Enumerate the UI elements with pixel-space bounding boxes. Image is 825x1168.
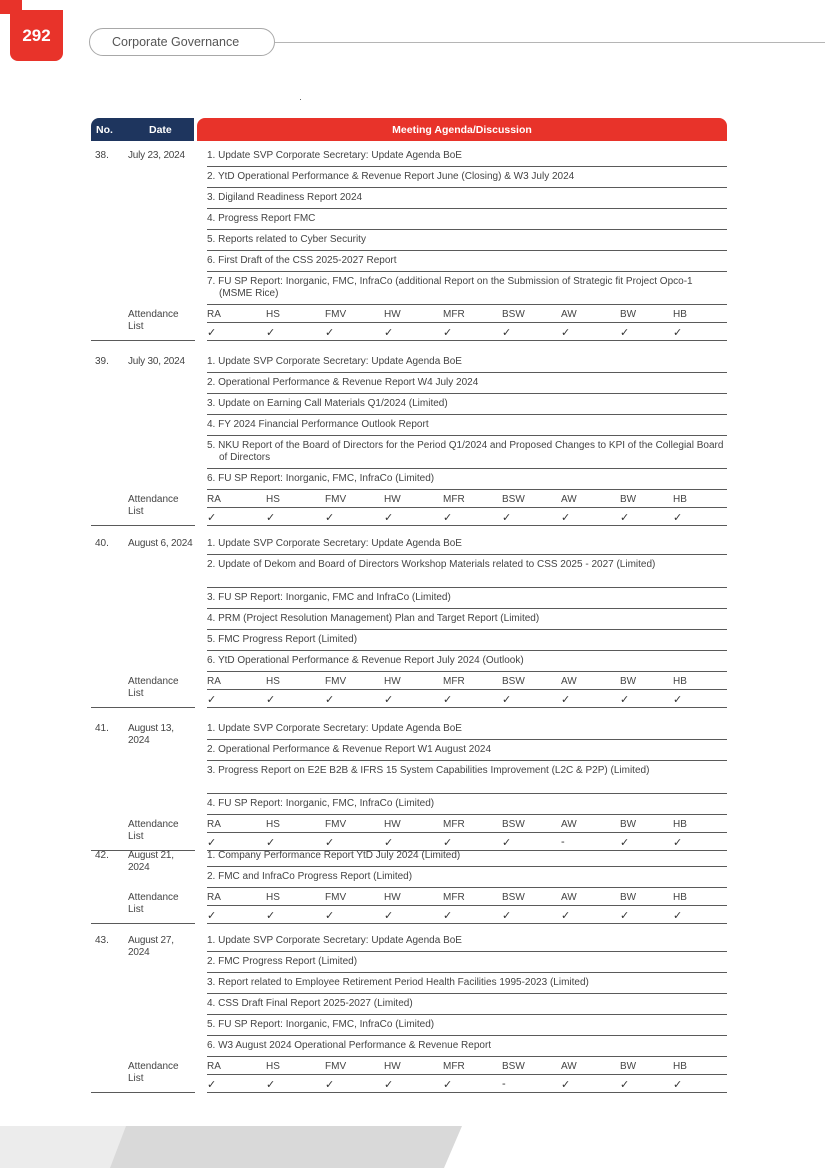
- check-mark-icon: ✓: [561, 910, 571, 922]
- agenda-item: 1. Update SVP Corporate Secretary: Update Agenda BoE: [207, 719, 727, 740]
- check-mark-icon: ✓: [207, 837, 217, 849]
- agenda-item: 3. Update on Earning Call Materials Q1/2024 (Limited): [207, 394, 727, 415]
- check-mark-icon: ✓: [561, 1079, 571, 1091]
- attendee-code: FMV: [325, 892, 347, 903]
- attendee-code: BW: [620, 494, 637, 505]
- stray-dot: [300, 99, 301, 100]
- attendee-code: RA: [207, 494, 221, 505]
- attendee-code: BSW: [502, 494, 525, 505]
- check-mark-icon: ✓: [673, 837, 683, 849]
- attendance-header-rule: [207, 1074, 727, 1075]
- meeting-number: 40.: [95, 538, 109, 549]
- attendee-code: HB: [673, 309, 687, 320]
- meeting-number: 38.: [95, 150, 109, 161]
- section-title: Corporate Governance: [112, 35, 240, 49]
- attendee-code: HS: [266, 676, 280, 687]
- check-mark-icon: ✓: [620, 910, 630, 922]
- attendee-code: FMV: [325, 494, 347, 505]
- agenda-item: 1. Update SVP Corporate Secretary: Update Agenda BoE: [207, 352, 727, 373]
- meeting-number: 42.: [95, 850, 109, 861]
- check-mark-icon: ✓: [325, 327, 335, 339]
- check-mark-icon: ✓: [502, 694, 512, 706]
- attendance-bottom-rule: [207, 1092, 727, 1093]
- check-mark-icon: ✓: [325, 837, 335, 849]
- attendee-code: BW: [620, 1061, 637, 1072]
- attendee-code: MFR: [443, 1061, 465, 1072]
- header-no: No.: [96, 124, 113, 136]
- attendee-code: HS: [266, 819, 280, 830]
- check-mark-icon: ✓: [207, 512, 217, 524]
- meeting-end-rule: [91, 340, 195, 341]
- agenda-item: 2. FMC Progress Report (Limited): [207, 952, 727, 973]
- attendance-label: Attendance List: [128, 676, 179, 699]
- attendance-header-rule: [207, 322, 727, 323]
- attendee-code: HS: [266, 494, 280, 505]
- check-mark-icon: ✓: [561, 327, 571, 339]
- attendee-code: HB: [673, 892, 687, 903]
- attendee-code: BSW: [502, 1061, 525, 1072]
- check-mark-icon: ✓: [620, 327, 630, 339]
- check-mark-icon: ✓: [443, 910, 453, 922]
- attendee-code: RA: [207, 892, 221, 903]
- attendee-code: HW: [384, 676, 401, 687]
- check-mark-icon: ✓: [266, 837, 276, 849]
- check-mark-icon: ✓: [266, 694, 276, 706]
- agenda-item: 6. FU SP Report: Inorganic, FMC, InfraCo (Limited): [207, 469, 727, 490]
- attendee-code: MFR: [443, 494, 465, 505]
- check-mark-icon: ✓: [502, 837, 512, 849]
- attendee-code: FMV: [325, 1061, 347, 1072]
- attendee-code: BW: [620, 892, 637, 903]
- check-mark-icon: ✓: [266, 1079, 276, 1091]
- header-rule: [275, 42, 825, 43]
- agenda-item: 5. NKU Report of the Board of Directors for the Period Q1/2024 and Proposed Changes to KPI of the Collegial Board of Directors: [207, 436, 727, 469]
- attendee-code: FMV: [325, 309, 347, 320]
- attendee-code: FMV: [325, 676, 347, 687]
- section-title-pill: [89, 28, 275, 56]
- absent-mark: -: [502, 1078, 506, 1090]
- agenda-item: 3. Digiland Readiness Report 2024: [207, 188, 727, 209]
- attendee-code: FMV: [325, 819, 347, 830]
- table-header-agenda: [197, 118, 727, 141]
- attendance-header-rule: [207, 905, 727, 906]
- attendee-code: HW: [384, 494, 401, 505]
- agenda-item: 7. FU SP Report: Inorganic, FMC, InfraCo (additional Report on the Submission of Strategic fit Project Opco-1 (MSME Rice): [207, 272, 727, 305]
- agenda-item: 3. Report related to Employee Retirement Period Health Facilities 1995-2023 (Limited): [207, 973, 727, 994]
- agenda-item: 3. Progress Report on E2E B2B & IFRS 15 System Capabilities Improvement (L2C & P2P) (Limited): [207, 761, 727, 794]
- check-mark-icon: ✓: [266, 910, 276, 922]
- check-mark-icon: ✓: [443, 327, 453, 339]
- check-mark-icon: ✓: [207, 910, 217, 922]
- attendee-code: RA: [207, 676, 221, 687]
- attendee-code: HW: [384, 892, 401, 903]
- attendee-code: BW: [620, 309, 637, 320]
- agenda-item: 1. Company Performance Report YtD July 2024 (Limited): [207, 846, 727, 867]
- check-mark-icon: ✓: [207, 694, 217, 706]
- check-mark-icon: ✓: [673, 910, 683, 922]
- attendee-code: MFR: [443, 819, 465, 830]
- check-mark-icon: ✓: [384, 512, 394, 524]
- check-mark-icon: ✓: [443, 512, 453, 524]
- check-mark-icon: ✓: [502, 910, 512, 922]
- agenda-item: 2. FMC and InfraCo Progress Report (Limited): [207, 867, 727, 888]
- attendee-code: BSW: [502, 892, 525, 903]
- check-mark-icon: ✓: [502, 512, 512, 524]
- attendee-code: MFR: [443, 309, 465, 320]
- attendee-code: AW: [561, 494, 577, 505]
- meeting-date: July 23, 2024: [128, 150, 185, 161]
- check-mark-icon: ✓: [266, 512, 276, 524]
- attendee-code: BSW: [502, 676, 525, 687]
- check-mark-icon: ✓: [620, 837, 630, 849]
- attendee-code: HB: [673, 1061, 687, 1072]
- agenda-item: 6. W3 August 2024 Operational Performance & Revenue Report: [207, 1036, 727, 1057]
- attendee-code: AW: [561, 819, 577, 830]
- check-mark-icon: ✓: [207, 1079, 217, 1091]
- check-mark-icon: ✓: [620, 512, 630, 524]
- agenda-item: 6. First Draft of the CSS 2025-2027 Report: [207, 251, 727, 272]
- agenda-item: 2. Update of Dekom and Board of Directors Workshop Materials related to CSS 2025 - 2027 (Limited): [207, 555, 727, 588]
- page-number-badge: [10, 10, 63, 61]
- attendee-code: BSW: [502, 819, 525, 830]
- check-mark-icon: ✓: [673, 327, 683, 339]
- meeting-date: August 27, 2024: [128, 935, 174, 958]
- meeting-date: July 30, 2024: [128, 356, 185, 367]
- check-mark-icon: ✓: [620, 694, 630, 706]
- footer-band-dark: [110, 1126, 462, 1168]
- check-mark-icon: ✓: [620, 1079, 630, 1091]
- check-mark-icon: ✓: [384, 1079, 394, 1091]
- agenda-item: 2. YtD Operational Performance & Revenue Report June (Closing) & W3 July 2024: [207, 167, 727, 188]
- attendance-bottom-rule: [207, 340, 727, 341]
- check-mark-icon: ✓: [325, 512, 335, 524]
- page-number: 292: [22, 25, 51, 45]
- attendance-bottom-rule: [207, 923, 727, 924]
- attendee-code: HS: [266, 1061, 280, 1072]
- meeting-date: August 13, 2024: [128, 723, 174, 746]
- attendee-code: HW: [384, 819, 401, 830]
- agenda-item: 5. FU SP Report: Inorganic, FMC, InfraCo (Limited): [207, 1015, 727, 1036]
- agenda-item: 4. CSS Draft Final Report 2025-2027 (Limited): [207, 994, 727, 1015]
- check-mark-icon: ✓: [673, 1079, 683, 1091]
- meeting-date: August 21, 2024: [128, 850, 174, 873]
- attendee-code: HW: [384, 309, 401, 320]
- check-mark-icon: ✓: [384, 910, 394, 922]
- attendee-code: RA: [207, 819, 221, 830]
- check-mark-icon: ✓: [384, 837, 394, 849]
- attendee-code: AW: [561, 1061, 577, 1072]
- attendance-label: Attendance List: [128, 1061, 179, 1084]
- meeting-number: 43.: [95, 935, 109, 946]
- check-mark-icon: ✓: [502, 327, 512, 339]
- attendance-label: Attendance List: [128, 892, 179, 915]
- check-mark-icon: ✓: [384, 327, 394, 339]
- check-mark-icon: ✓: [325, 694, 335, 706]
- attendee-code: AW: [561, 309, 577, 320]
- meeting-end-rule: [91, 525, 195, 526]
- header-agenda: Meeting Agenda/Discussion: [392, 123, 532, 136]
- attendee-code: HB: [673, 494, 687, 505]
- attendee-code: BW: [620, 676, 637, 687]
- meeting-end-rule: [91, 1092, 195, 1093]
- attendance-header-rule: [207, 507, 727, 508]
- agenda-item: 3. FU SP Report: Inorganic, FMC and InfraCo (Limited): [207, 588, 727, 609]
- check-mark-icon: ✓: [325, 910, 335, 922]
- agenda-item: 1. Update SVP Corporate Secretary: Update Agenda BoE: [207, 931, 727, 952]
- attendee-code: RA: [207, 309, 221, 320]
- attendance-bottom-rule: [207, 707, 727, 708]
- attendee-code: MFR: [443, 676, 465, 687]
- check-mark-icon: ✓: [266, 327, 276, 339]
- check-mark-icon: ✓: [384, 694, 394, 706]
- attendance-label: Attendance List: [128, 819, 179, 842]
- table-header-left: [91, 118, 194, 141]
- header-date: Date: [149, 124, 172, 136]
- check-mark-icon: ✓: [561, 512, 571, 524]
- absent-mark: -: [561, 836, 565, 848]
- agenda-item: 2. Operational Performance & Revenue Report W1 August 2024: [207, 740, 727, 761]
- check-mark-icon: ✓: [443, 694, 453, 706]
- attendee-code: HS: [266, 892, 280, 903]
- check-mark-icon: ✓: [561, 694, 571, 706]
- agenda-item: 5. FMC Progress Report (Limited): [207, 630, 727, 651]
- attendance-label: Attendance List: [128, 494, 179, 517]
- attendee-code: AW: [561, 892, 577, 903]
- agenda-item: 1. Update SVP Corporate Secretary: Update Agenda BoE: [207, 146, 727, 167]
- attendee-code: BSW: [502, 309, 525, 320]
- attendee-code: MFR: [443, 892, 465, 903]
- meeting-number: 39.: [95, 356, 109, 367]
- check-mark-icon: ✓: [207, 327, 217, 339]
- attendance-label: Attendance List: [128, 309, 179, 332]
- attendee-code: HS: [266, 309, 280, 320]
- attendance-header-rule: [207, 689, 727, 690]
- meeting-date: August 6, 2024: [128, 538, 193, 549]
- attendee-code: RA: [207, 1061, 221, 1072]
- check-mark-icon: ✓: [443, 1079, 453, 1091]
- agenda-item: 2. Operational Performance & Revenue Report W4 July 2024: [207, 373, 727, 394]
- agenda-item: 6. YtD Operational Performance & Revenue Report July 2024 (Outlook): [207, 651, 727, 672]
- attendee-code: HB: [673, 676, 687, 687]
- meeting-number: 41.: [95, 723, 109, 734]
- attendance-header-rule: [207, 832, 727, 833]
- check-mark-icon: ✓: [443, 837, 453, 849]
- agenda-item: 4. FU SP Report: Inorganic, FMC, InfraCo (Limited): [207, 794, 727, 815]
- agenda-item: 4. PRM (Project Resolution Management) Plan and Target Report (Limited): [207, 609, 727, 630]
- agenda-item: 5. Reports related to Cyber Security: [207, 230, 727, 251]
- check-mark-icon: ✓: [673, 694, 683, 706]
- check-mark-icon: ✓: [673, 512, 683, 524]
- check-mark-icon: ✓: [325, 1079, 335, 1091]
- meeting-end-rule: [91, 923, 195, 924]
- agenda-item: 4. Progress Report FMC: [207, 209, 727, 230]
- attendee-code: AW: [561, 676, 577, 687]
- agenda-item: 1. Update SVP Corporate Secretary: Update Agenda BoE: [207, 534, 727, 555]
- attendance-bottom-rule: [207, 525, 727, 526]
- attendee-code: HB: [673, 819, 687, 830]
- attendee-code: BW: [620, 819, 637, 830]
- attendee-code: HW: [384, 1061, 401, 1072]
- agenda-item: 4. FY 2024 Financial Performance Outlook Report: [207, 415, 727, 436]
- meeting-end-rule: [91, 707, 195, 708]
